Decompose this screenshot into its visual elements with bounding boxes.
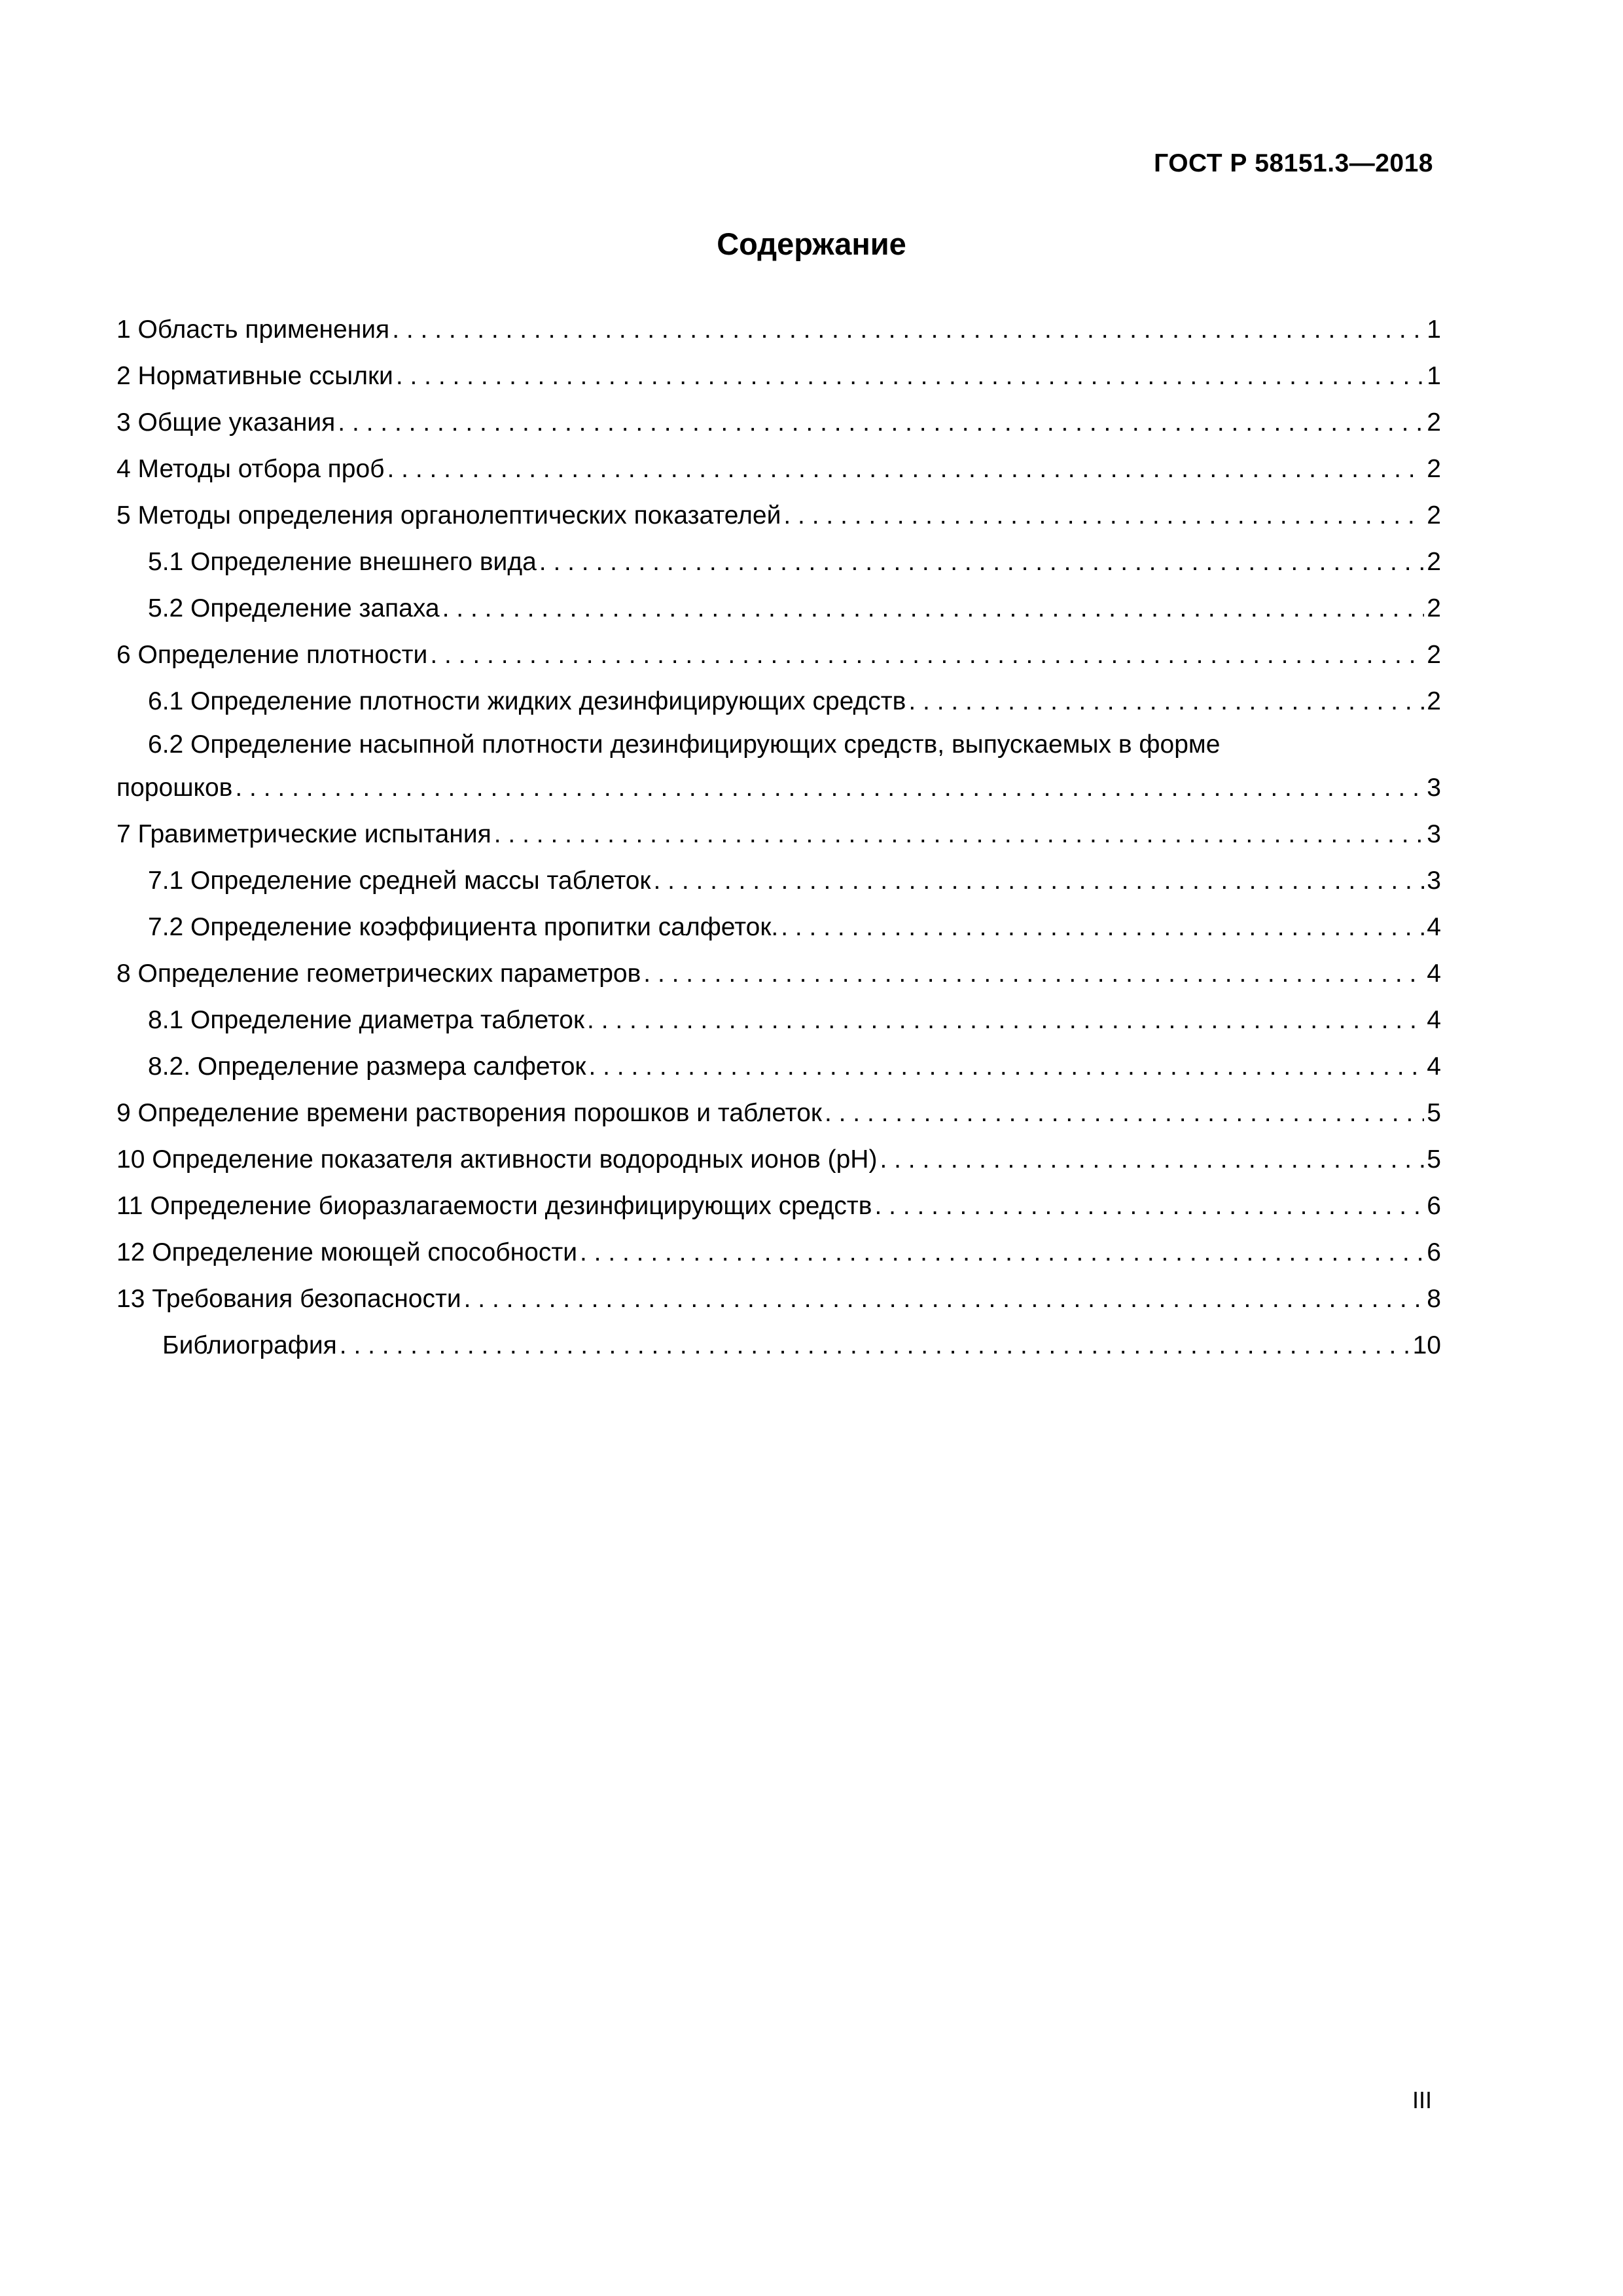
toc-entry-page: 6 — [1427, 1238, 1441, 1266]
toc-entry-page: 8 — [1427, 1285, 1441, 1313]
toc-entry[interactable] — [116, 585, 1441, 632]
dot-leader — [778, 904, 1424, 950]
toc-entry-page: 2 — [1427, 501, 1441, 529]
toc-entry[interactable] — [116, 997, 1441, 1043]
toc-entry-page: 3 — [1427, 774, 1441, 802]
toc-entry-page: 2 — [1427, 408, 1441, 437]
dot-leader — [872, 1183, 1424, 1229]
toc-entry-label: 4 Методы отбора проб — [116, 455, 385, 483]
toc-entry-label: 8.2. Определение размера салфеток — [148, 1052, 586, 1081]
dot-leader — [427, 632, 1424, 678]
toc-title: Содержание — [717, 226, 906, 261]
toc-entry-label: 12 Определение моющей способности — [116, 1238, 577, 1266]
dot-leader — [877, 1136, 1424, 1183]
toc-entry-label: 11 Определение биоразлагаемости дезинфицирующих средств — [116, 1192, 872, 1220]
toc-entry[interactable] — [116, 678, 1441, 725]
toc-entry-page: 4 — [1427, 1006, 1441, 1034]
toc-entry-page: 6 — [1427, 1192, 1441, 1220]
toc-entry[interactable] — [116, 1043, 1441, 1090]
toc-entry-page: 5 — [1427, 1145, 1441, 1174]
dot-leader — [781, 492, 1424, 539]
toc-entry[interactable] — [116, 353, 1441, 399]
dot-leader — [584, 997, 1424, 1043]
toc-entry-page: 2 — [1427, 687, 1441, 715]
toc-entry-label: 6.2 Определение насыпной плотности дезинфицирующих средств, выпускаемых в форме — [148, 730, 1221, 759]
toc-entry-page: 2 — [1427, 455, 1441, 483]
dot-leader — [586, 1043, 1424, 1090]
page-number: III — [1412, 2087, 1432, 2113]
toc-entry[interactable] — [116, 632, 1441, 678]
dot-leader — [822, 1090, 1424, 1136]
dot-leader — [232, 764, 1424, 811]
toc-entry[interactable] — [116, 811, 1441, 857]
toc-entry-label: 3 Общие указания — [116, 408, 336, 437]
toc-entry-label: 2 Нормативные ссылки — [116, 362, 393, 390]
document-code: ГОСТ Р 58151.3—2018 — [1154, 149, 1433, 177]
toc-entry-label: 6 Определение плотности — [116, 641, 428, 669]
toc-entry[interactable] — [116, 950, 1441, 997]
toc-entry-label: 5.2 Определение запаха — [148, 594, 440, 622]
dot-leader — [577, 1229, 1424, 1276]
toc-entry-page: 5 — [1427, 1099, 1441, 1127]
toc-entry-page: 1 — [1427, 362, 1441, 390]
toc-entry-label: 7.1 Определение средней массы таблеток — [148, 867, 651, 895]
toc-entry-label: 7 Гравиметрические испытания — [116, 820, 491, 848]
toc-entry[interactable] — [116, 399, 1441, 446]
dot-leader — [906, 678, 1424, 725]
dot-leader — [385, 446, 1425, 492]
dot-leader — [461, 1276, 1424, 1322]
toc-entry-page: 1 — [1427, 315, 1441, 344]
toc-entry[interactable] — [116, 539, 1441, 585]
table-of-contents — [116, 306, 1441, 1369]
toc-entry[interactable] — [116, 1322, 1441, 1369]
toc-entry-label-continued: порошков — [116, 774, 233, 802]
toc-entry-page: 4 — [1427, 913, 1441, 941]
toc-entry[interactable] — [116, 1276, 1441, 1322]
toc-entry-label: 7.2 Определение коэффициента пропитки салфеток. — [148, 913, 779, 941]
dot-leader — [337, 1322, 1408, 1369]
toc-entry-label: 10 Определение показателя активности водородных ионов (рН) — [116, 1145, 878, 1174]
toc-entry-page: 2 — [1427, 594, 1441, 622]
dot-leader — [491, 811, 1424, 857]
toc-entry[interactable] — [116, 306, 1441, 353]
toc-entry[interactable] — [116, 725, 1441, 811]
toc-entry-label: 1 Область применения — [116, 315, 390, 344]
toc-entry-label: 8 Определение геометрических параметров — [116, 960, 641, 988]
toc-entry-page: 3 — [1427, 820, 1441, 848]
toc-entry[interactable] — [116, 1183, 1441, 1229]
toc-entry-label: 5.1 Определение внешнего вида — [148, 548, 537, 576]
dot-leader — [537, 539, 1424, 585]
dot-leader — [389, 306, 1424, 353]
toc-entry[interactable] — [116, 446, 1441, 492]
toc-entry[interactable] — [116, 1136, 1441, 1183]
toc-entry-page: 2 — [1427, 641, 1441, 669]
toc-entry-label: Библиография — [162, 1331, 337, 1359]
toc-entry-page: 10 — [1412, 1331, 1441, 1359]
dot-leader — [641, 950, 1424, 997]
toc-entry-label: 9 Определение времени растворения порошков и таблеток — [116, 1099, 822, 1127]
toc-entry[interactable] — [116, 904, 1441, 950]
toc-entry-label: 13 Требования безопасности — [116, 1285, 461, 1313]
toc-entry-page: 4 — [1427, 1052, 1441, 1081]
toc-entry[interactable] — [116, 1090, 1441, 1136]
dot-leader — [335, 399, 1424, 446]
toc-entry-page: 2 — [1427, 548, 1441, 576]
toc-entry-label: 8.1 Определение диаметра таблеток — [148, 1006, 585, 1034]
dot-leader — [440, 585, 1424, 632]
toc-entry[interactable] — [116, 492, 1441, 539]
toc-entry-page: 3 — [1427, 867, 1441, 895]
toc-entry-page: 4 — [1427, 960, 1441, 988]
dot-leader — [651, 857, 1425, 904]
toc-entry[interactable] — [116, 857, 1441, 904]
toc-entry[interactable] — [116, 1229, 1441, 1276]
toc-entry-label: 6.1 Определение плотности жидких дезинфицирующих средств — [148, 687, 906, 715]
toc-entry-label: 5 Методы определения органолептических показателей — [116, 501, 781, 529]
dot-leader — [393, 353, 1424, 399]
